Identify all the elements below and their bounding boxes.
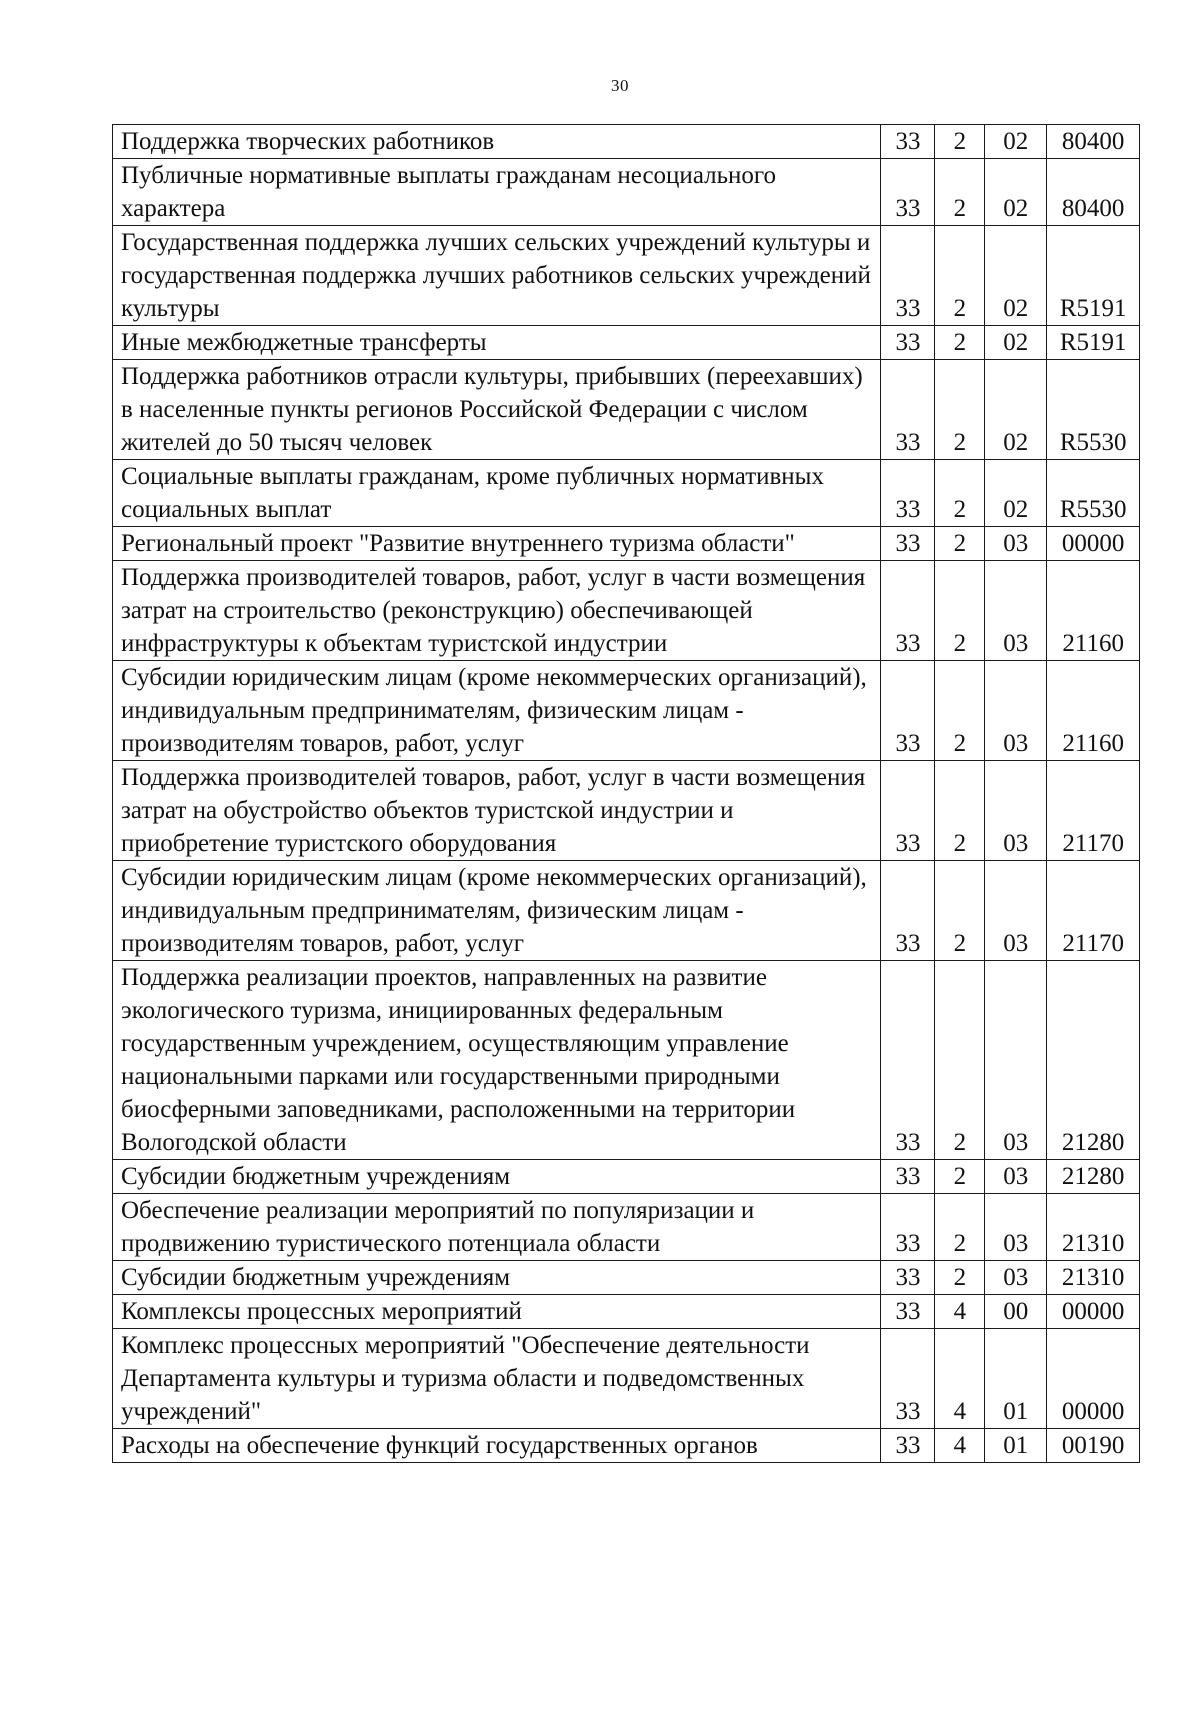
code-cell: 03 [985, 861, 1047, 961]
code-cell: 01 [985, 1329, 1047, 1429]
code-cell: 33 [881, 861, 935, 961]
table-row [113, 961, 1140, 1160]
row-name: Поддержка творческих работников [113, 125, 881, 159]
table-row [113, 360, 1140, 460]
code-cell: 2 [935, 527, 985, 561]
budget-classification-table [112, 124, 1140, 1463]
table-row [113, 1160, 1140, 1194]
code-cell: 4 [935, 1329, 985, 1429]
code-cell: 2 [935, 561, 985, 661]
code-cell: 21160 [1047, 661, 1140, 761]
code-cell: 02 [985, 159, 1047, 226]
code-cell: 00 [985, 1295, 1047, 1329]
code-cell: 03 [985, 761, 1047, 861]
table-row [113, 861, 1140, 961]
table-row [113, 326, 1140, 360]
code-cell: 33 [881, 527, 935, 561]
code-cell: R5530 [1047, 460, 1140, 527]
row-name: Субсидии юридическим лицам (кроме некоммерческих организаций), индивидуальным предпринимателям, физическим лицам - производителям товаров, работ, услуг [113, 861, 881, 961]
code-cell: 33 [881, 226, 935, 326]
code-cell: 2 [935, 226, 985, 326]
code-cell: 00000 [1047, 1295, 1140, 1329]
row-name: Региональный проект "Развитие внутреннего туризма области" [113, 527, 881, 561]
row-name: Публичные нормативные выплаты гражданам несоциального характера [113, 159, 881, 226]
code-cell: 33 [881, 360, 935, 460]
row-name: Поддержка реализации проектов, направленных на развитие экологического туризма, инициированных федеральным государственным учреждением, осуществляющим управление национальными парками или государственными природными биосферными заповедниками, расположенными на территории Вологодской области [113, 961, 881, 1160]
code-cell: R5191 [1047, 226, 1140, 326]
code-cell: 2 [935, 661, 985, 761]
table-row [113, 1295, 1140, 1329]
code-cell: 03 [985, 661, 1047, 761]
row-name: Субсидии бюджетным учреждениям [113, 1160, 881, 1194]
code-cell: 02 [985, 326, 1047, 360]
code-cell: 02 [985, 226, 1047, 326]
row-name: Комплекс процессных мероприятий "Обеспечение деятельности Департамента культуры и туризма области и подведомственных учреждений" [113, 1329, 881, 1429]
code-cell: 2 [935, 1160, 985, 1194]
code-cell: 33 [881, 125, 935, 159]
code-cell: 2 [935, 125, 985, 159]
code-cell: 80400 [1047, 125, 1140, 159]
code-cell: 00000 [1047, 527, 1140, 561]
row-name: Поддержка работников отрасли культуры, прибывших (переехавших) в населенные пункты регионов Российской Федерации с числом жителей до 50 тысяч человек [113, 360, 881, 460]
code-cell: 33 [881, 460, 935, 527]
code-cell: R5191 [1047, 326, 1140, 360]
table-row [113, 1261, 1140, 1295]
row-name: Иные межбюджетные трансферты [113, 326, 881, 360]
code-cell: 21280 [1047, 961, 1140, 1160]
row-name: Социальные выплаты гражданам, кроме публичных нормативных социальных выплат [113, 460, 881, 527]
table-row [113, 527, 1140, 561]
code-cell: R5530 [1047, 360, 1140, 460]
code-cell: 2 [935, 360, 985, 460]
code-cell: 21170 [1047, 761, 1140, 861]
code-cell: 33 [881, 1429, 935, 1463]
code-cell: 21160 [1047, 561, 1140, 661]
code-cell: 2 [935, 861, 985, 961]
code-cell: 2 [935, 761, 985, 861]
row-name: Обеспечение реализации мероприятий по популяризации и продвижению туристического потенциала области [113, 1194, 881, 1261]
code-cell: 02 [985, 125, 1047, 159]
page-number: 30 [611, 76, 629, 95]
code-cell: 03 [985, 1160, 1047, 1194]
code-cell: 33 [881, 961, 935, 1160]
table-row [113, 125, 1140, 159]
code-cell: 4 [935, 1295, 985, 1329]
row-name: Поддержка производителей товаров, работ, услуг в части возмещения затрат на строительство (реконструкцию) обеспечивающей инфраструктуры к объектам туристской индустрии [113, 561, 881, 661]
row-name: Комплексы процессных мероприятий [113, 1295, 881, 1329]
row-name: Расходы на обеспечение функций государственных органов [113, 1429, 881, 1463]
code-cell: 00190 [1047, 1429, 1140, 1463]
table-row [113, 159, 1140, 226]
code-cell: 2 [935, 1261, 985, 1295]
code-cell: 33 [881, 561, 935, 661]
code-cell: 03 [985, 961, 1047, 1160]
code-cell: 02 [985, 460, 1047, 527]
code-cell: 03 [985, 1261, 1047, 1295]
code-cell: 21310 [1047, 1261, 1140, 1295]
row-name: Государственная поддержка лучших сельских учреждений культуры и государственная поддержка лучших работников сельских учреждений культуры [113, 226, 881, 326]
table-row [113, 761, 1140, 861]
code-cell: 33 [881, 1295, 935, 1329]
code-cell: 03 [985, 1194, 1047, 1261]
code-cell: 2 [935, 159, 985, 226]
table-row [113, 1429, 1140, 1463]
code-cell: 33 [881, 159, 935, 226]
code-cell: 80400 [1047, 159, 1140, 226]
table-row [113, 226, 1140, 326]
code-cell: 02 [985, 360, 1047, 460]
code-cell: 33 [881, 326, 935, 360]
table-row [113, 1194, 1140, 1261]
code-cell: 21280 [1047, 1160, 1140, 1194]
table-row [113, 661, 1140, 761]
table-row [113, 1329, 1140, 1429]
code-cell: 03 [985, 527, 1047, 561]
code-cell: 2 [935, 961, 985, 1160]
code-cell: 33 [881, 1329, 935, 1429]
code-cell: 2 [935, 326, 985, 360]
code-cell: 03 [985, 561, 1047, 661]
row-name: Поддержка производителей товаров, работ, услуг в части возмещения затрат на обустройство объектов туристской индустрии и приобретение туристского оборудования [113, 761, 881, 861]
table-row [113, 561, 1140, 661]
code-cell: 2 [935, 460, 985, 527]
code-cell: 4 [935, 1429, 985, 1463]
code-cell: 33 [881, 761, 935, 861]
code-cell: 2 [935, 1194, 985, 1261]
code-cell: 33 [881, 661, 935, 761]
code-cell: 00000 [1047, 1329, 1140, 1429]
row-name: Субсидии юридическим лицам (кроме некоммерческих организаций), индивидуальным предпринимателям, физическим лицам - производителям товаров, работ, услуг [113, 661, 881, 761]
row-name: Субсидии бюджетным учреждениям [113, 1261, 881, 1295]
code-cell: 21310 [1047, 1194, 1140, 1261]
code-cell: 21170 [1047, 861, 1140, 961]
table-row [113, 460, 1140, 527]
code-cell: 33 [881, 1160, 935, 1194]
code-cell: 33 [881, 1194, 935, 1261]
code-cell: 01 [985, 1429, 1047, 1463]
code-cell: 33 [881, 1261, 935, 1295]
